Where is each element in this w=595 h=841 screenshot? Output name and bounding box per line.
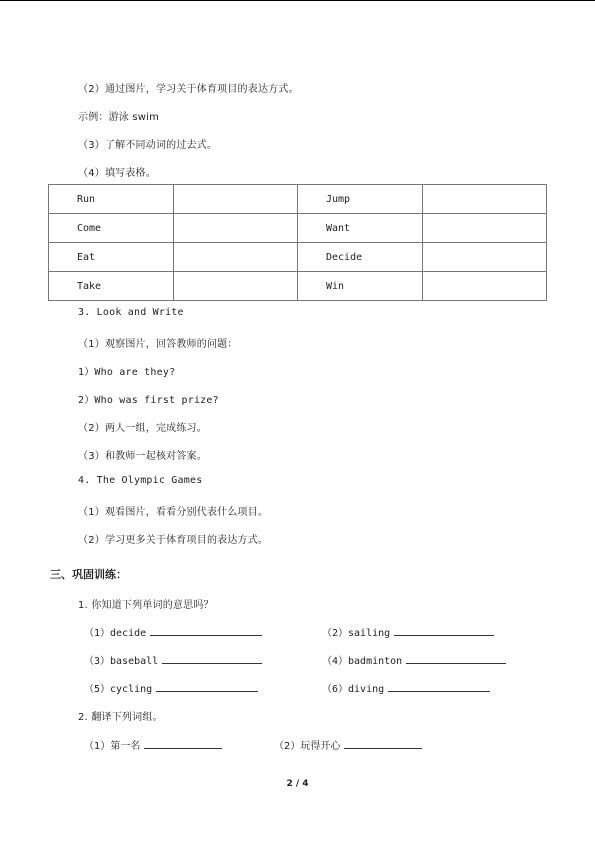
word-label: （6）diving [322,684,385,695]
phrase-item [84,737,222,752]
word-label: （4）badminton [322,656,403,667]
word-label: （5）cycling [84,684,153,695]
word-label: （1）decide [84,628,147,639]
list-item: （1）观看图片，看看分别代表什么项目。 [78,507,269,518]
phrase-label: （2）玩得开心 [274,741,341,752]
item-expressions: （2）通过图片，学习关于体育项目的表达方式。 [78,84,299,95]
answer-blank[interactable] [144,739,222,749]
answer-cell[interactable] [422,243,547,272]
word-item [322,624,494,639]
table-cell: Decide [298,243,423,272]
phrase-item [274,737,422,752]
list-item: （1）观察图片，回答教师的问题： [78,339,238,350]
table-row [49,185,547,214]
answer-blank[interactable] [156,682,258,692]
page-number: 2 / 4 [286,779,309,789]
answer-blank[interactable] [150,626,262,636]
table-cell: Run [49,185,174,214]
answer-cell[interactable] [422,214,547,243]
page-top-rule [0,0,595,1]
answer-cell[interactable] [422,272,547,301]
table-row [49,214,547,243]
question-1-title: 1. 你知道下列单词的意思吗？ [78,600,214,611]
example-line: 示例：游泳 swim [78,112,160,123]
answer-blank[interactable] [162,654,262,664]
question-2-title: 2. 翻译下列词组。 [78,712,163,723]
answer-cell[interactable] [173,272,298,301]
answer-cell[interactable] [173,185,298,214]
list-item: （2）学习更多关于体育项目的表达方式。 [78,535,269,546]
word-item [322,652,506,667]
olympic-title: 4. The Olympic Games [78,475,203,486]
table-cell: Want [298,214,423,243]
answer-cell[interactable] [173,243,298,272]
word-label: （2）sailing [322,628,391,639]
table-cell: Take [49,272,174,301]
word-item [84,624,262,639]
table-cell: Jump [298,185,423,214]
table-row [49,243,547,272]
item-past-tense: （3）了解不同动词的过去式。 [78,140,218,151]
table-cell: Win [298,272,423,301]
word-label: （3）baseball [84,656,159,667]
list-item: 1）Who are they? [78,367,176,378]
answer-cell[interactable] [173,214,298,243]
list-item: 2）Who was first prize? [78,395,219,406]
answer-blank[interactable] [388,682,490,692]
phrase-label: （1）第一名 [84,741,141,752]
answer-blank[interactable] [394,626,494,636]
look-and-write-title: 3. Look and Write [78,307,184,318]
answer-blank[interactable] [344,739,422,749]
table-cell: Eat [49,243,174,272]
item-fill-table: （4）填写表格。 [78,168,156,179]
table-cell: Come [49,214,174,243]
table-row [49,272,547,301]
verb-table [48,184,547,301]
answer-blank[interactable] [406,654,506,664]
word-item [84,680,258,695]
word-item [84,652,262,667]
word-item [322,680,490,695]
list-item: （3）和教师一起核对答案。 [78,451,207,462]
list-item: （2）两人一组，完成练习。 [78,423,207,434]
section-heading: 三、巩固训练： [50,568,127,581]
answer-cell[interactable] [422,185,547,214]
